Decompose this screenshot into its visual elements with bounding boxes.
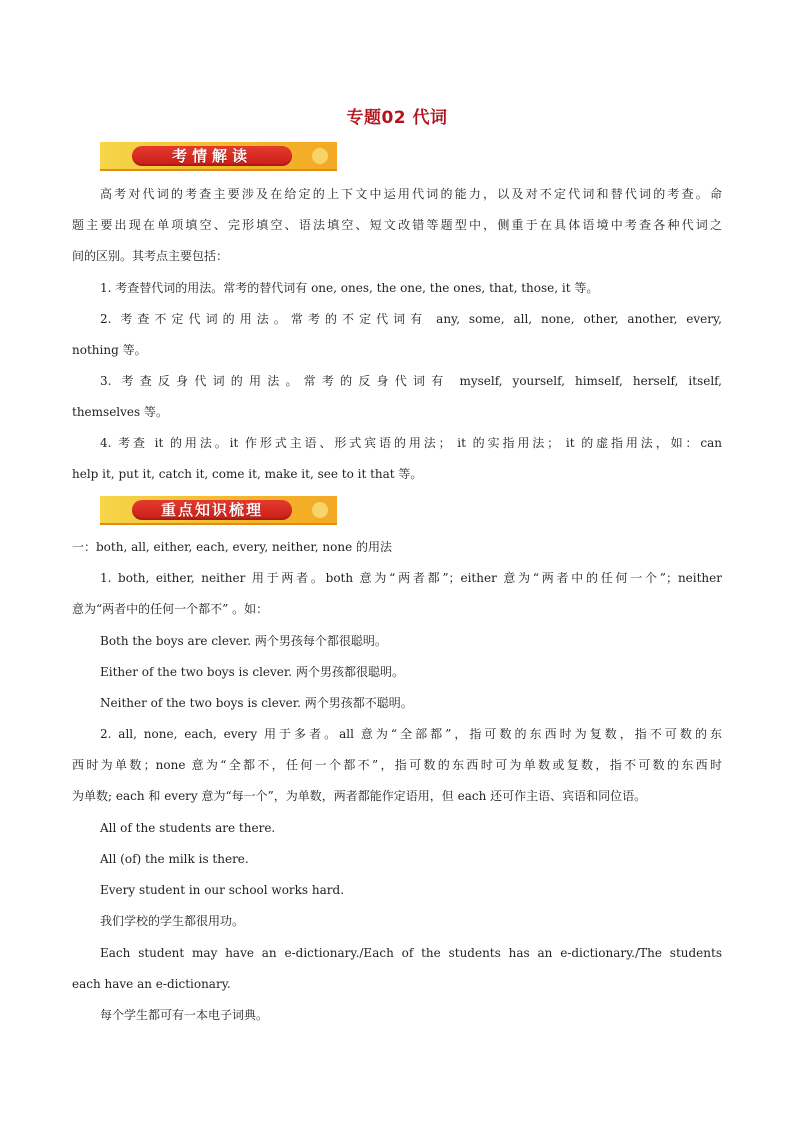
example: Every student in our school works hard. (100, 883, 345, 897)
banner-pill (132, 146, 292, 166)
rule-1: 1. both, either, neither 用于两者。both 意为“两者都”；either 意为“两者中的任何一个”；neither (100, 571, 722, 585)
point-2-cont: nothing 等。 (72, 343, 147, 357)
example: All (of) the milk is there. (100, 852, 249, 866)
section-heading: 一：both, all, either, each, every, neither, none 的用法 (72, 540, 393, 554)
example-translation: 每个学生都可有一本电子词典。 (100, 1008, 269, 1022)
example: Each student may have an e-dictionary./Each of the students has an e-dictionary./The students (100, 946, 722, 960)
point-3: 3. 考查反身代词的用法。常考的反身代词有 myself, yourself, himself, herself, itself, (100, 374, 722, 388)
point-2: 2. 考查不定代词的用法。常考的不定代词有 any, some, all, none, other, another, every, (100, 312, 722, 326)
example: All of the students are there. (100, 821, 276, 835)
banner-label: 考情解读 (171, 147, 252, 165)
example: Neither of the two boys is clever. 两个男孩都不聪明。 (100, 696, 413, 710)
rule-2-cont: 西时为单数；none 意为“全都不，任何一个都不”，指可数的东西时可为单数或复数，指不可数的东西时 (72, 758, 722, 772)
rule-2: 2. all, none, each, every 用于多者。all 意为“全部都”，指可数的东西时为复数，指不可数的东 (100, 727, 722, 741)
example: Either of the two boys is clever. 两个男孩都很聪明。 (100, 665, 404, 679)
page-title: 专题02 代词 (346, 108, 448, 128)
point-1: 1. 考查替代词的用法。常考的替代词有 one, ones, the one, the ones, that, those, it 等。 (100, 281, 599, 295)
banner-decoration (312, 502, 328, 518)
intro-line: 题主要出现在单项填空、完形填空、语法填空、短文改错等题型中，侧重于在具体语境中考查各种代词之 (72, 218, 722, 232)
key-knowledge-banner (100, 496, 337, 525)
intro-line: 高考对代词的考查主要涉及在给定的上下文中运用代词的能力，以及对不定代词和替代词的考查。命 (100, 187, 722, 201)
banner-label: 重点知识梳理 (160, 501, 263, 519)
point-3-cont: themselves 等。 (72, 405, 168, 419)
point-4: 4. 考查 it 的用法。it 作形式主语、形式宾语的用法； it 的实指用法； it 的虚指用法，如：can (100, 436, 722, 450)
exam-analysis-banner (100, 142, 337, 171)
point-4-cont: help it, put it, catch it, come it, make it, see to it that 等。 (72, 467, 423, 481)
rule-1-cont: 意为“两者中的任何一个都不” 。如： (72, 602, 269, 616)
rule-2-cont: 为单数; each 和 every 意为“每一个”，为单数，两者都能作定语用，但 each 还可作主语、宾语和同位语。 (72, 789, 647, 803)
example-translation: 我们学校的学生都很用功。 (100, 914, 245, 928)
example: Both the boys are clever. 两个男孩每个都很聪明。 (100, 634, 387, 648)
intro-line: 间的区别。其考点主要包括： (72, 249, 229, 263)
banner-decoration (312, 148, 328, 164)
banner-pill (132, 500, 292, 520)
example-cont: each have an e-dictionary. (72, 977, 231, 991)
